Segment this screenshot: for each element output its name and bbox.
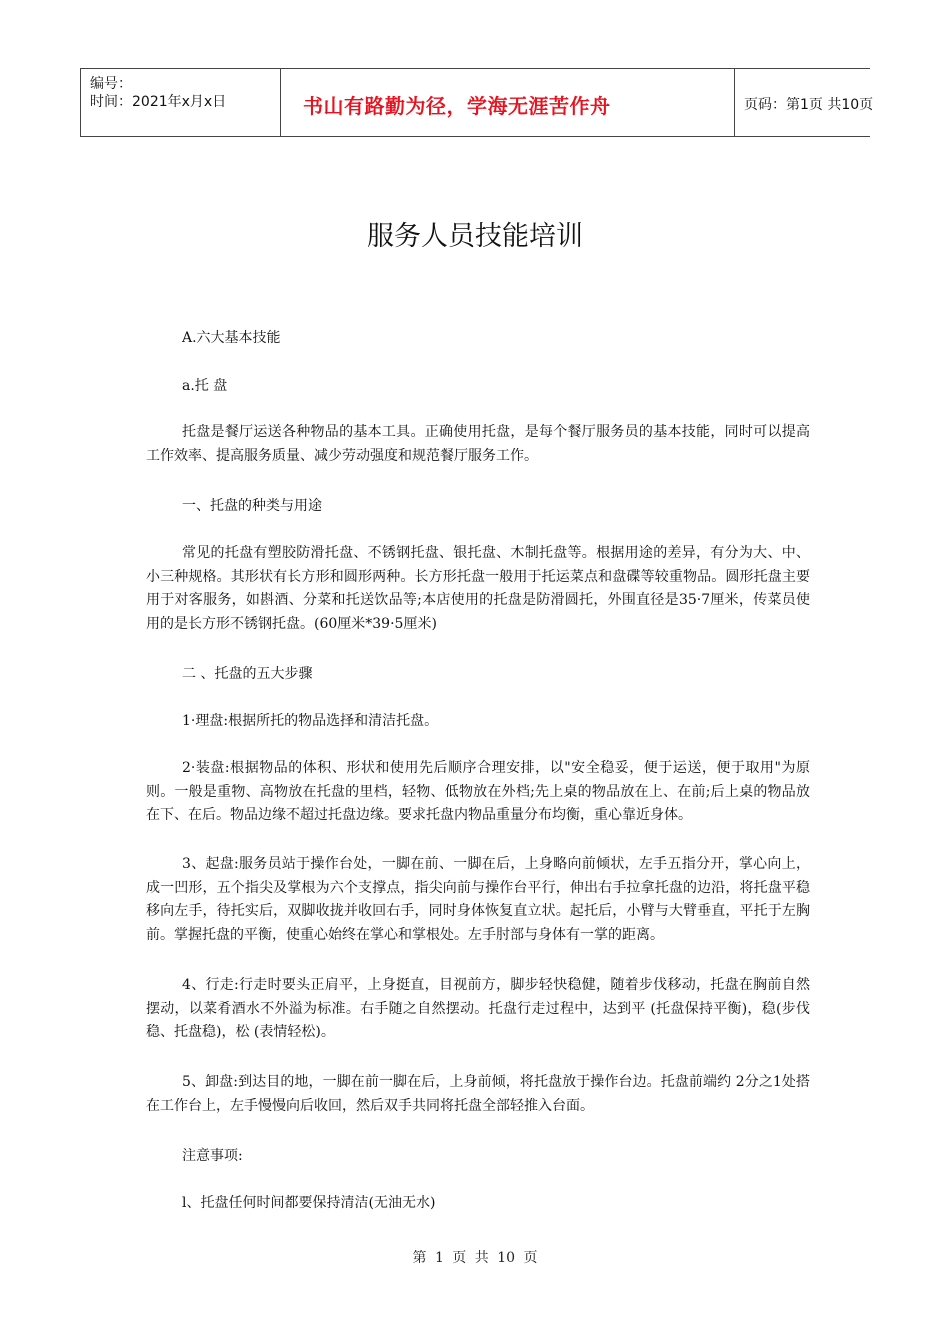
notes-heading: 注意事项: <box>182 1148 243 1164</box>
motto: 书山有路勤为径，学海无涯苦作舟 <box>303 94 611 118</box>
header-middle-cell <box>280 69 735 136</box>
note-item: l、托盘任何时间都要保持清洁(无油无水) <box>182 1195 436 1211</box>
page-footer: 第 1 页 共 10 页 <box>412 1250 538 1266</box>
step-item: 1·理盘:根据所托的物品选择和清洁托盘。 <box>182 713 439 729</box>
step-item: 3、起盘:服务员站于操作台处，一脚在前、一脚在后，上身略向前倾状，左手五指分开，掌心向上，成一凹形，五个指尖及掌根为六个支撑点，指尖向前与操作台平行，伸出右手拉拿托盘的边沿，将托盘平稳移向左手，待托实后，双脚收拢并收回右手，同时身体恢复直立状。起托后，小臂与大臂垂直，平托于左胸前。掌握托盘的平衡，使重心始终在掌心和掌根处。左手肘部与身体有一掌的距离。 <box>146 856 810 944</box>
step-item: 2·装盘:根据物品的体积、形状和使用先后顺序合理安排，以"安全稳妥，便于运送，便于取用"为原则。一般是重物、高物放在托盘的里档，轻物、低物放在外档;先上桌的物品放在上、在前;后上桌的物品放在下、在后。物品边缘不超过托盘边缘。要求托盘内物品重量分布均衡，重心靠近身体。 <box>146 760 810 824</box>
document-header <box>80 68 874 137</box>
section-heading: A.六大基本技能 <box>182 330 281 346</box>
page-info: 页码：第1页 共10页 <box>744 97 874 113</box>
header-left-cell <box>80 69 281 136</box>
page-title: 服务人员技能培训 <box>367 221 583 252</box>
paragraph: 常见的托盘有塑胶防滑托盘、不锈钢托盘、银托盘、木制托盘等。根据用途的差异，有分为大、中、小三种规格。其形状有长方形和圆形两种。长方形托盘一般用于托运菜点和盘碟等较重物品。圆形托盘主要用于对客服务，如斟酒、分菜和托送饮品等;本店使用的托盘是防滑圆托，外围直径是35·7厘米，传菜员使用的是长方形不锈钢托盘。(60厘米*39·5厘米) <box>146 545 810 633</box>
paragraph-heading: 一、托盘的种类与用途 <box>182 498 322 514</box>
step-item: 5、卸盘:到达目的地，一脚在前一脚在后，上身前倾，将托盘放于操作台边。托盘前端约 2分之1处搭在工作台上，左手慢慢向后收回，然后双手共同将托盘全部轻推入台面。 <box>146 1074 810 1114</box>
number-label: 编号： <box>90 76 132 92</box>
header-right-cell <box>734 69 874 136</box>
time-label: 时间：2021年x月x日 <box>90 94 227 110</box>
paragraph-heading: 二 、托盘的五大步骤 <box>182 666 313 682</box>
step-item: 4、行走:行走时要头正肩平，上身挺直，目视前方，脚步轻快稳健，随着步伐移动，托盘在胸前自然摆动，以菜肴酒水不外溢为标准。右手随之自然摆动。托盘行走过程中，达到平 (托盘保持平衡)，稳(步伐稳、托盘稳)，松 (表情轻松)。 <box>146 977 810 1041</box>
paragraph: 托盘是餐厅运送各种物品的基本工具。正确使用托盘，是每个餐厅服务员的基本技能，同时可以提高工作效率、提高服务质量、减少劳动强度和规范餐厅服务工作。 <box>146 424 810 464</box>
subsection-heading: a.托 盘 <box>182 378 228 394</box>
